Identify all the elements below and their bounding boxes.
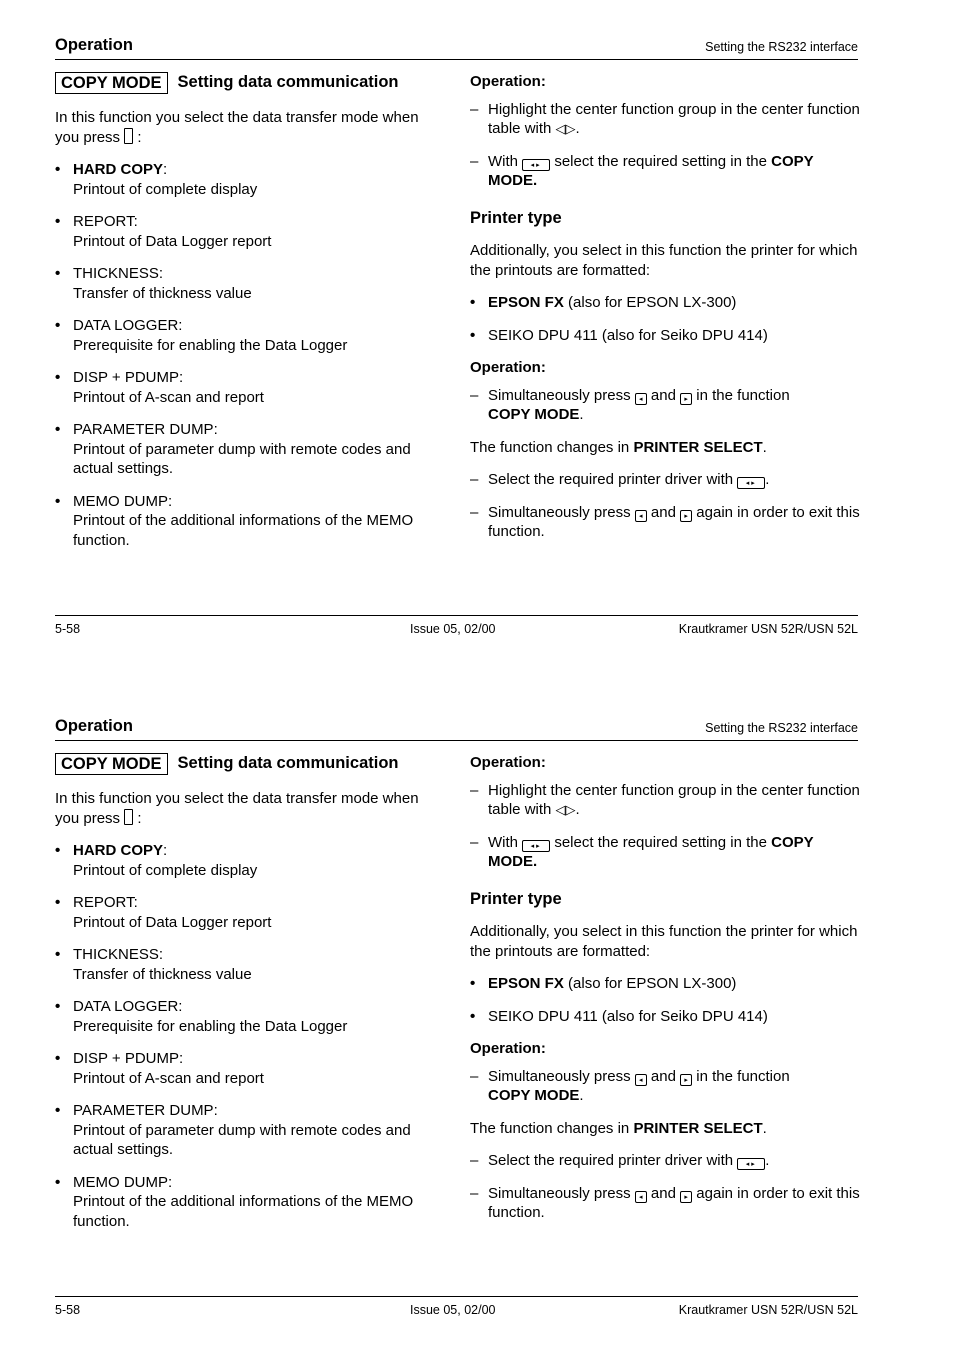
page-1 [0, 0, 954, 675]
changes-text: The function changes in PRINTER SELECT. [470, 438, 767, 456]
left-key-icon: ◂ [635, 1191, 647, 1203]
mode-label: COPY MODE [55, 753, 168, 775]
left-key-icon: ◂ [635, 393, 647, 405]
section-title: Setting data communication [177, 73, 399, 92]
footer-issue: Issue 05, 02/00 [410, 1303, 496, 1317]
right-key-icon: ▸ [680, 393, 692, 405]
list-item: • MEMO DUMP: Printout of the additional informations of the MEMO function. [55, 492, 414, 549]
left-column [55, 753, 450, 1244]
footer-product: Krautkramer USN 52R/USN 52L [678, 1303, 858, 1317]
footer-page: 5-58 [55, 1303, 81, 1317]
step-item: – With ◂▸ select the required setting in the COPY MODE. [470, 152, 814, 189]
operation-steps [470, 1151, 862, 1223]
list-item: • THICKNESS: Transfer of thickness value [55, 265, 252, 302]
list-item: • EPSON FX (also for EPSON LX-300) [470, 975, 737, 992]
left-key-icon: ◂ [635, 1074, 647, 1086]
header-section: Operation [55, 36, 133, 54]
list-item: • REPORT: Printout of Data Logger report [55, 894, 272, 931]
step-item: – Highlight the center function group in the center function table with ◁▷. [470, 100, 860, 137]
step-item: – Highlight the center function group in the center function table with ◁▷. [470, 781, 860, 818]
changes-text: The function changes in PRINTER SELECT. [470, 1119, 767, 1137]
printer-intro: Additionally, you select in this function the printer for which the printouts are formatted: [470, 923, 858, 960]
operation-steps [470, 100, 862, 191]
list-item: • HARD COPY: Printout of complete display [55, 161, 258, 198]
header-section: Operation [55, 717, 133, 735]
list-item: • EPSON FX (also for EPSON LX-300) [470, 294, 737, 311]
list-item: • SEIKO DPU 411 (also for Seiko DPU 414) [470, 326, 768, 344]
left-column [55, 72, 450, 563]
mode-list [55, 160, 450, 550]
step-item: – Select the required printer driver with ◂▸ . [470, 471, 770, 488]
operation-steps [470, 470, 862, 542]
mode-label: COPY MODE [55, 72, 168, 94]
title-row [55, 72, 450, 94]
printer-list [470, 974, 862, 1026]
mode-list [55, 841, 450, 1231]
printer-type-title: Printer type [470, 208, 562, 227]
footer-issue: Issue 05, 02/00 [410, 622, 496, 636]
list-item: • SEIKO DPU 411 (also for Seiko DPU 414) [470, 1007, 768, 1025]
operation-heading: Operation: [470, 754, 546, 771]
function-key-icon [124, 809, 133, 825]
left-right-key-icon: ◂▸ [522, 840, 550, 852]
step-item: – Simultaneously press ◂ and ▸ again in order to exit this function. [470, 503, 860, 540]
header-rule [55, 740, 858, 741]
operation-heading: Operation: [470, 73, 546, 90]
right-key-icon: ▸ [680, 510, 692, 522]
page-2 [0, 681, 954, 1356]
step-item: – With ◂▸ select the required setting in the COPY MODE. [470, 833, 814, 870]
list-item: • REPORT: Printout of Data Logger report [55, 213, 272, 250]
list-item: • PARAMETER DUMP: Printout of parameter dump with remote codes and actual settings. [55, 1102, 411, 1158]
operation-steps [470, 386, 862, 425]
operation-steps [470, 1067, 862, 1106]
left-key-icon: ◂ [635, 510, 647, 522]
right-key-icon: ▸ [680, 1074, 692, 1086]
right-column [470, 753, 862, 1236]
list-item: • THICKNESS: Transfer of thickness value [55, 946, 252, 983]
title-row [55, 753, 450, 775]
left-right-key-icon: ◂▸ [737, 1158, 765, 1170]
left-right-arrows-icon: ◁▷ [555, 121, 576, 136]
printer-list [470, 293, 862, 345]
section-title: Setting data communication [177, 754, 399, 773]
list-item: • DISP + PDUMP: Printout of A-scan and report [55, 1050, 264, 1087]
footer-product: Krautkramer USN 52R/USN 52L [678, 622, 858, 636]
step-item: – Simultaneously press ◂ and ▸ in the function COPY MODE. [470, 1067, 790, 1104]
left-right-arrows-icon: ◁▷ [555, 802, 576, 817]
list-item: • DATA LOGGER: Prerequisite for enabling the Data Logger [55, 317, 348, 354]
operation-steps [470, 781, 862, 872]
intro-text: In this function you select the data transfer mode when you press : [55, 790, 419, 827]
footer-page: 5-58 [55, 622, 81, 636]
operation-heading: Operation: [470, 1040, 546, 1057]
step-item: – Simultaneously press ◂ and ▸ in the function COPY MODE. [470, 386, 790, 423]
intro-text: In this function you select the data transfer mode when you press : [55, 109, 419, 146]
header-chapter: Setting the RS232 interface [705, 40, 858, 54]
list-item: • PARAMETER DUMP: Printout of parameter dump with remote codes and actual settings. [55, 421, 411, 477]
function-key-icon [124, 128, 133, 144]
step-item: – Select the required printer driver with ◂▸ . [470, 1152, 770, 1169]
right-key-icon: ▸ [680, 1191, 692, 1203]
printer-type-title: Printer type [470, 889, 562, 908]
left-right-key-icon: ◂▸ [522, 159, 550, 171]
right-column [470, 72, 862, 555]
list-item: • DATA LOGGER: Prerequisite for enabling the Data Logger [55, 998, 348, 1035]
printer-intro: Additionally, you select in this function the printer for which the printouts are formatted: [470, 242, 858, 279]
list-item: • MEMO DUMP: Printout of the additional informations of the MEMO function. [55, 1173, 414, 1230]
step-item: – Simultaneously press ◂ and ▸ again in order to exit this function. [470, 1184, 860, 1221]
operation-heading: Operation: [470, 359, 546, 376]
list-item: • HARD COPY: Printout of complete display [55, 842, 258, 879]
left-right-key-icon: ◂▸ [737, 477, 765, 489]
header-chapter: Setting the RS232 interface [705, 721, 858, 735]
footer-rule [55, 1296, 858, 1297]
list-item: • DISP + PDUMP: Printout of A-scan and report [55, 369, 264, 406]
header-rule [55, 59, 858, 60]
footer-rule [55, 615, 858, 616]
